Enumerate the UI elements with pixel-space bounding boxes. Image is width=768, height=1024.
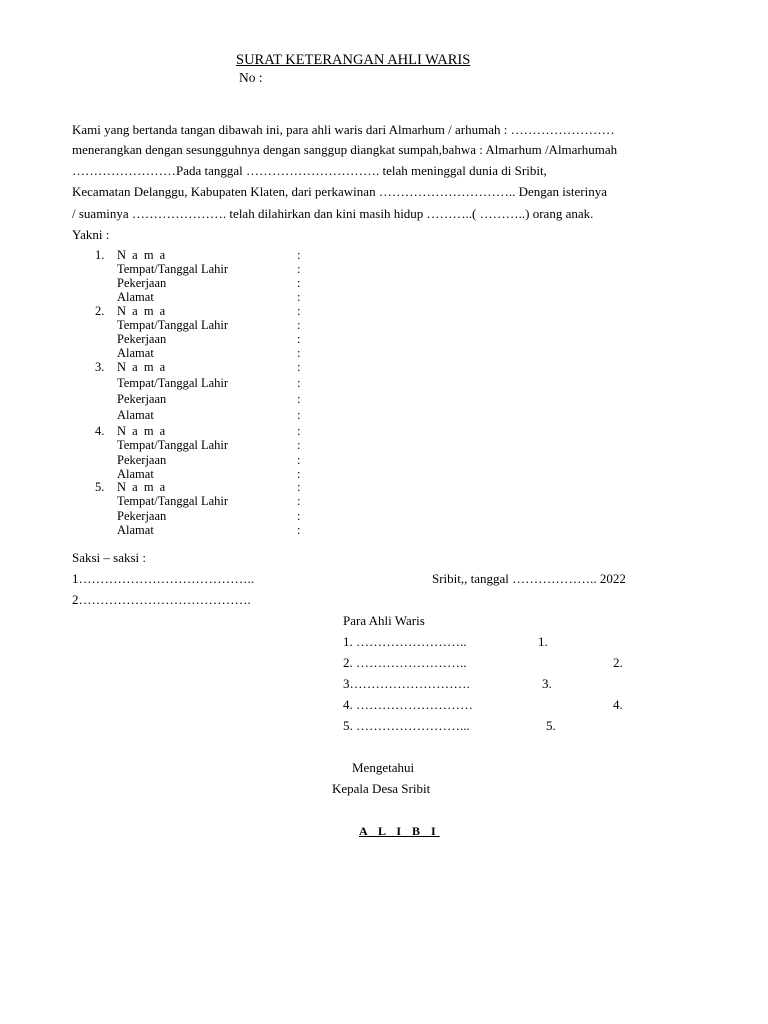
approval-line-1: Mengetahui <box>352 760 415 775</box>
document-title: SURAT KETERANGAN AHLI WARIS <box>236 52 471 68</box>
intro-line-3: ……………………Pada tanggal …………………………. telah meninggal dunia di Sribit, <box>72 163 547 178</box>
colon: : <box>297 304 301 318</box>
footer-name: A L I B I <box>359 824 440 838</box>
colon: : <box>297 408 301 422</box>
heir-3-number: 3. <box>95 360 105 374</box>
colon: : <box>297 509 301 523</box>
heir-3-birth-label: Tempat/Tanggal Lahir <box>117 376 229 390</box>
colon: : <box>297 494 301 508</box>
colon: : <box>297 248 301 262</box>
heir-1-birth-label: Tempat/Tanggal Lahir <box>117 262 229 276</box>
witness-line-2: 2…………………………………. <box>72 592 251 607</box>
colon: : <box>297 424 301 438</box>
place-date: Sribit,, tanggal ……………….. 2022 <box>432 571 626 586</box>
colon: : <box>297 360 301 374</box>
colon: : <box>297 392 301 406</box>
witness-line-1: 1………………………………….. <box>72 571 254 586</box>
heir-2-name-label: N a m a <box>117 304 167 318</box>
signature-line-1: 1. …………………….. <box>343 634 467 649</box>
colon: : <box>297 318 301 332</box>
colon: : <box>297 376 301 390</box>
colon: : <box>297 453 301 467</box>
yakni-label: Yakni : <box>72 227 110 242</box>
heir-5-address-label: Alamat <box>117 523 154 537</box>
signature-line-2: 2. …………………….. <box>343 655 467 670</box>
signature-slot-2: 2. <box>613 655 623 670</box>
heir-3-address-label: Alamat <box>117 408 154 422</box>
heir-1-address-label: Alamat <box>117 290 154 304</box>
document-number-label: No : <box>239 70 263 85</box>
heir-5-job-label: Pekerjaan <box>117 509 167 523</box>
heir-2-job-label: Pekerjaan <box>117 332 167 346</box>
signature-slot-4: 4. <box>613 697 623 712</box>
heir-1-number: 1. <box>95 248 105 262</box>
heir-2-birth-label: Tempat/Tanggal Lahir <box>117 318 229 332</box>
colon: : <box>297 467 301 481</box>
colon: : <box>297 480 301 494</box>
colon: : <box>297 438 301 452</box>
heir-4-name-label: N a m a <box>117 424 167 438</box>
signature-line-4: 4. ……………………… <box>343 697 473 712</box>
signature-slot-5: 5. <box>546 718 556 733</box>
heir-1-name-label: N a m a <box>117 248 167 262</box>
signature-slot-3: 3. <box>542 676 552 691</box>
heir-4-address-label: Alamat <box>117 467 154 481</box>
heirs-signature-label: Para Ahli Waris <box>343 613 425 628</box>
colon: : <box>297 276 301 290</box>
intro-line-5: / suaminya …………………. telah dilahirkan dan kini masih hidup ………..( ………..) orang anak. <box>72 206 594 221</box>
signature-line-5: 5. ……………………... <box>343 718 470 733</box>
colon: : <box>297 346 301 360</box>
colon: : <box>297 332 301 346</box>
heir-4-job-label: Pekerjaan <box>117 453 167 467</box>
intro-line-4: Kecamatan Delanggu, Kabupaten Klaten, dari perkawinan ………………………….. Dengan isterinya <box>72 184 608 199</box>
heir-3-job-label: Pekerjaan <box>117 392 167 406</box>
heir-2-address-label: Alamat <box>117 346 154 360</box>
heir-1-job-label: Pekerjaan <box>117 276 167 290</box>
colon: : <box>297 523 301 537</box>
heir-5-birth-label: Tempat/Tanggal Lahir <box>117 494 229 508</box>
heir-3-name-label: N a m a <box>117 360 167 374</box>
colon: : <box>297 262 301 276</box>
heir-4-number: 4. <box>95 424 105 438</box>
heir-5-name-label: N a m a <box>117 480 167 494</box>
approval-line-2: Kepala Desa Sribit <box>332 781 431 796</box>
heir-5-number: 5. <box>95 480 105 494</box>
intro-line-2: menerangkan dengan sesungguhnya dengan sanggup diangkat sumpah,bahwa : Almarhum /Almarhumah <box>72 142 618 157</box>
heir-2-number: 2. <box>95 304 105 318</box>
witnesses-label: Saksi – saksi : <box>72 550 147 565</box>
signature-line-3: 3………………………. <box>343 676 470 691</box>
signature-slot-1: 1. <box>538 634 548 649</box>
colon: : <box>297 290 301 304</box>
heir-4-birth-label: Tempat/Tanggal Lahir <box>117 438 229 452</box>
intro-line-1: Kami yang bertanda tangan dibawah ini, para ahli waris dari Almarhum / arhumah : …………………… <box>72 122 615 137</box>
